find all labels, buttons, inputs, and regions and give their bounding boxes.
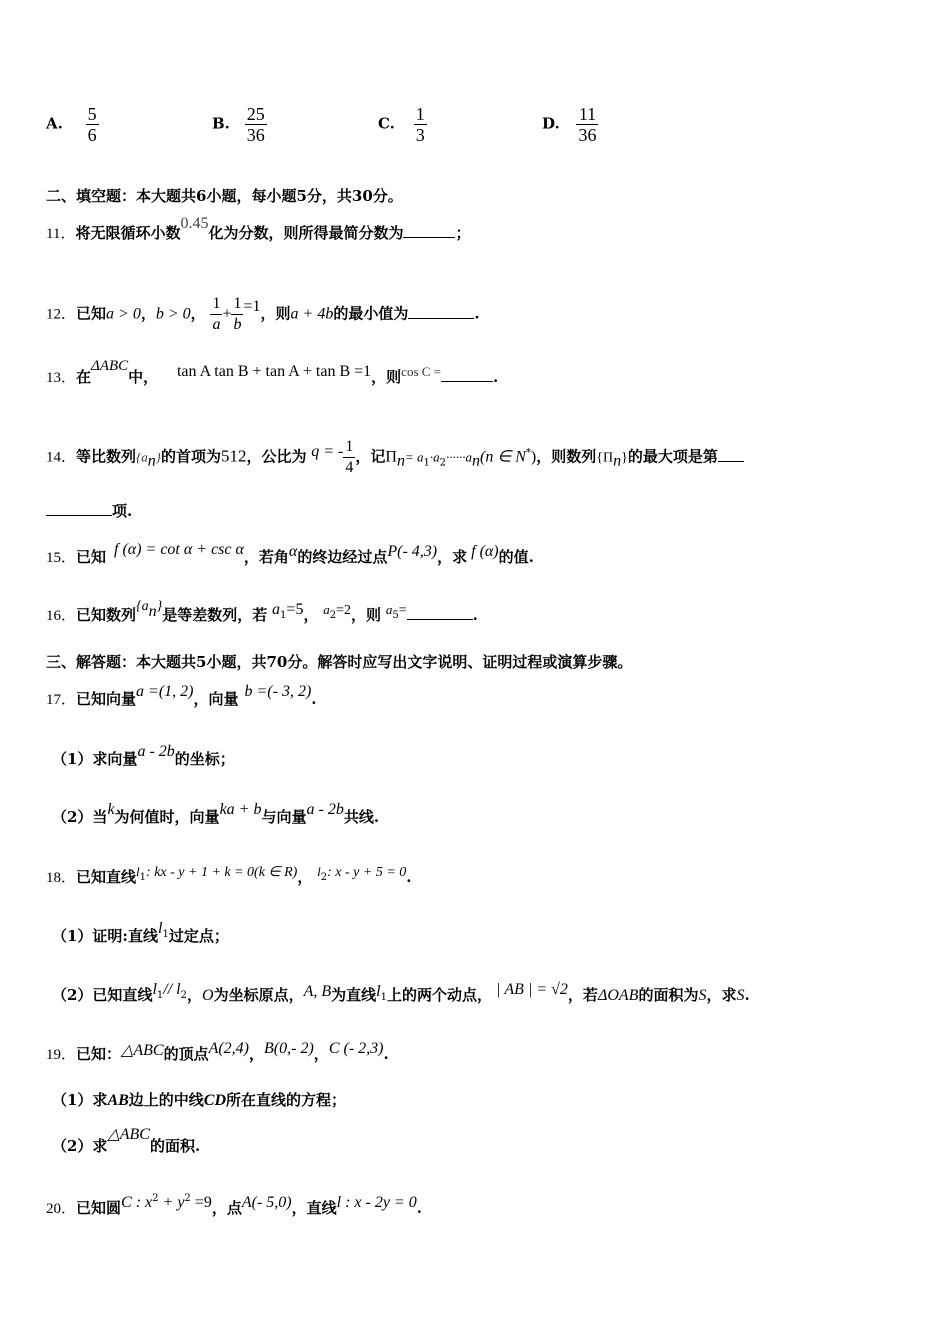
choice-c-label: C. bbox=[378, 114, 395, 133]
choice-d-label: D. bbox=[542, 114, 560, 133]
choice-c-fraction: $\frac{1}{3}$ bbox=[415, 104, 425, 145]
q12-frac-b: $\frac{1}{b}$ bbox=[233, 295, 242, 333]
section3-title: 三、解答题：本大题共5小题，共70分。解答时应写出文字说明、证明过程或演算步骤。 bbox=[46, 653, 633, 671]
question-13: 13．在ΔABC中， tan A tan B + tan A + tan B =1，则cos C = . bbox=[46, 358, 499, 386]
question-17-part-1: （1）求向量a - 2b的坐标； bbox=[52, 743, 235, 768]
choice-b bbox=[212, 104, 267, 145]
question-17: 17．已知向量a =(1, 2)，向量 b =(- 3, 2). bbox=[46, 683, 317, 708]
q14-answer-blank-1 bbox=[718, 447, 744, 462]
q12-answer-blank bbox=[408, 304, 474, 319]
q14-answer-blank-2 bbox=[46, 501, 112, 516]
q11-answer-blank bbox=[403, 223, 455, 238]
question-15: 15．已知 f (α) = cot α + csc α，若角α的终边经过点P(- 4,3)，求 f (α)的值. bbox=[46, 541, 534, 566]
question-11: 11．将无限循环小数0.45化为分数，则所得最简分数为 ； bbox=[46, 215, 471, 242]
question-18-part-2: （2）已知直线$l_1//$ $l_2$，O为坐标原点，A, B为直线$l_1$上的两个动点， | AB | = √2，若ΔOAB的面积为S，求S. bbox=[52, 981, 750, 1004]
question-20: 20．已知圆C : $x^2 + y^2 =9$，点A(- 5,0)，直线l : x - 2y = 0. bbox=[46, 1193, 422, 1217]
question-19: 19．已知：△ABC的顶点A(2,4)，B(0,- 2)，C (- 2,3). bbox=[46, 1040, 389, 1063]
section2-title: 二、填空题：本大题共6小题，每小题5分，共30分。 bbox=[46, 187, 403, 205]
choice-a bbox=[46, 104, 99, 145]
choice-b-fraction: $\frac{25}{36}$ bbox=[246, 104, 265, 145]
choice-a-fraction: $\frac{5}{6}$ bbox=[87, 104, 97, 145]
choice-c bbox=[378, 104, 427, 145]
question-14: 14．等比数列$\{a_n\}$的首项为512，公比为 q = - $\frac{1}{4}$ ，记$\Pi_n= a_1\cdot a_2\cdot\cdot\cdot\cdot\cdot\cdot a_n(n$ ∈ N*)，则数列$\{\Pi_n\}$的最大项是第 bbox=[46, 437, 744, 478]
q16-answer-blank bbox=[407, 605, 473, 620]
choice-a-label: A. bbox=[46, 114, 63, 133]
choice-d-fraction: $\frac{11}{36}$ bbox=[578, 104, 597, 145]
q14-ratio-fraction: $\frac{1}{4}$ bbox=[345, 438, 354, 476]
q11-decimal: 0.45 bbox=[180, 215, 209, 232]
question-17-part-2: （2）当k为何值时，向量ka + b与向量a - 2b共线. bbox=[52, 801, 380, 826]
question-18-part-1: （1）证明:直线$l_1$过定点； bbox=[52, 920, 229, 945]
q12-frac-a: $\frac{1}{a}$ bbox=[212, 295, 221, 333]
question-16: 16．已知数列$\{a_n\}$是等差数列，若 $a_1=5$， $a_2=2$，则 $a_5=$ . bbox=[46, 599, 478, 624]
q13-answer-blank bbox=[441, 367, 493, 382]
choice-b-label: B. bbox=[212, 114, 230, 133]
choice-d bbox=[542, 104, 598, 145]
question-12: 12．已知a > 0，b > 0， $\frac{1}{a}$ + $\frac{1}{b}$ =1，则a + 4b的最小值为 . bbox=[46, 295, 480, 333]
question-18: 18．已知直线$l_1$: kx - y + 1 + k = 0(k ∈ R)， $l_2$: x - y + 5 = 0. bbox=[46, 864, 412, 886]
question-19-part-1: （1）求AB边上的中线CD所在直线的方程； bbox=[52, 1091, 347, 1109]
question-19-part-2: （2）求△ABC的面积. bbox=[52, 1126, 201, 1155]
question-14-cont: 项. bbox=[46, 500, 132, 522]
